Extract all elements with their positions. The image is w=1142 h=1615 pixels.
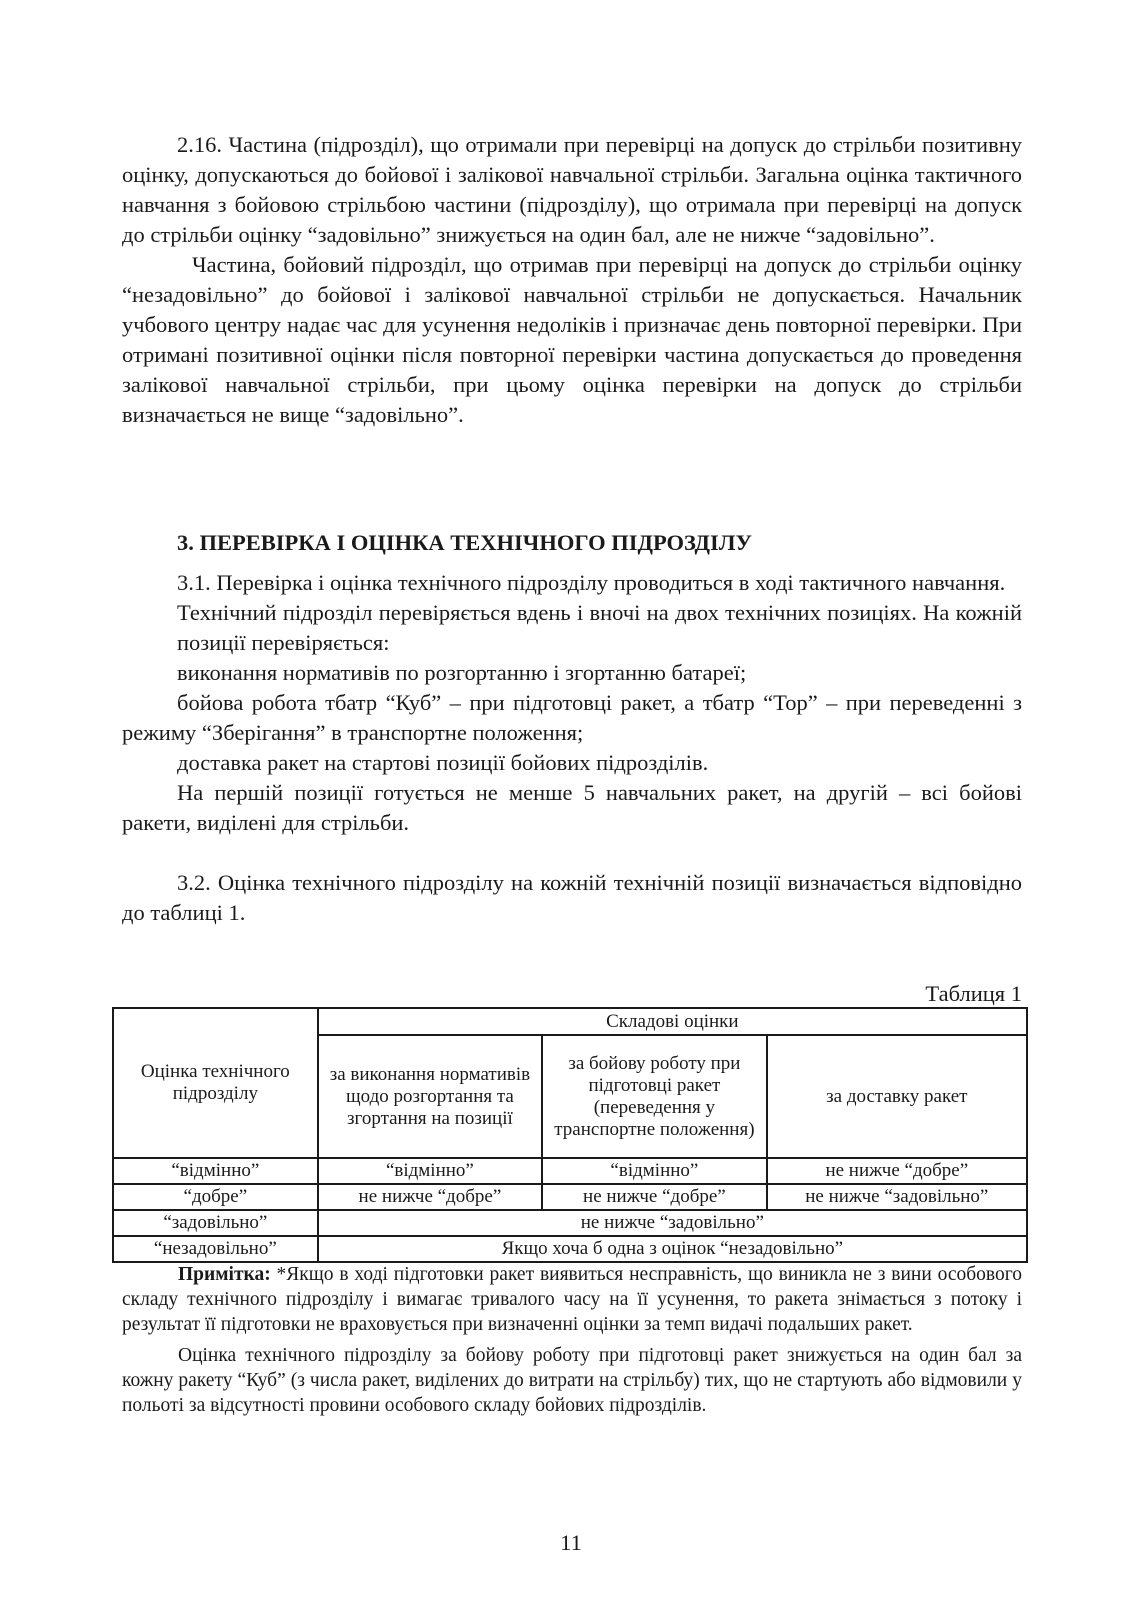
note-label: Примітка: <box>178 1264 271 1285</box>
assessment-table <box>112 1007 1028 1263</box>
table-subheader-delivery: за доставку ракет <box>767 1035 1027 1158</box>
table-cell-grade: “незадовільно” <box>113 1236 318 1262</box>
list-item-combat-work: бойова робота тбатр “Куб” – при підготовці ракет, а тбатр “Тор” – при переведенні з режиму “Зберігання” в транспортне положення; <box>122 690 1022 745</box>
table-cell: “відмінно” <box>318 1158 542 1184</box>
paragraph-3-2: 3.2. Оцінка технічного підрозділу на кожній технічній позиції визначається відповідно до таблиці 1. <box>122 870 1022 925</box>
table-row <box>113 1184 1027 1210</box>
table-subheader-norms: за виконання нормативів щодо розгортання та згортання на позиції <box>318 1035 542 1158</box>
table-note <box>122 1262 1022 1418</box>
table-cell-grade: “відмінно” <box>113 1158 318 1184</box>
table-cell: не нижче “добре” <box>542 1184 767 1210</box>
table-row <box>113 1158 1027 1184</box>
table-subheader-combat-work: за бойову роботу при підготовці ракет (переведення у транспортне положення) <box>542 1035 767 1158</box>
table-cell-merged: не нижче “задовільно” <box>318 1210 1027 1236</box>
paragraph-missile-count: На першій позиції готується не менше 5 навчальних ракет, на другій – всі бойові ракети, виділені для стрільби. <box>122 780 1022 835</box>
note-paragraph <box>122 1262 1022 1337</box>
table-header-grade: Оцінка технічного підрозділу <box>113 1008 318 1158</box>
note-text: *Якщо в ході підготовки ракет виявиться несправність, що виникла не з вини особового складу технічного підрозділу і вимагає тривалого часу на її усунення, то ракета знімається з потоку і результат її підготовки не враховується при визначенні оцінки за темп видачі подальших ракет. <box>122 1264 1022 1335</box>
table-cell: “відмінно” <box>542 1158 767 1184</box>
table-cell-grade: “добре” <box>113 1184 318 1210</box>
table-cell-grade: “задовільно” <box>113 1210 318 1236</box>
table-cell: не нижче “добре” <box>767 1158 1027 1184</box>
table-cell-merged: Якщо хоча б одна з оцінок “незадовільно” <box>318 1236 1027 1262</box>
section-3-heading: 3. ПЕРЕВІРКА І ОЦІНКА ТЕХНІЧНОГО ПІДРОЗДІЛУ <box>177 530 753 555</box>
table-cell: не нижче “добре” <box>318 1184 542 1210</box>
page-number: 11 <box>560 1530 582 1555</box>
section-2-16 <box>122 130 1022 430</box>
section-3-body <box>122 568 1022 928</box>
table-row <box>113 1210 1027 1236</box>
paragraph-2-16: 2.16. Частина (підрозділ), що отримали при перевірці на допуск до стрільби позитивну оцінку, допускаються до бойової і залікової навчальної стрільби. Загальна оцінка тактичного навчання з бойовою стрільбою частини (підрозділу), що отримала при перевірці на допуск до стрільби оцінку “задовільно” знижується на один бал, але не нижче “задовільно”. <box>122 132 1022 247</box>
paragraph-3-1: 3.1. Перевірка і оцінка технічного підрозділу проводиться в ході тактичного навчання. <box>177 570 1006 595</box>
paragraph-tech-unit-checked: Технічний підрозділ перевіряється вдень і вночі на двох технічних позиціях. На кожній позиції перевіряється: <box>177 600 1022 655</box>
table-header-components: Складові оцінки <box>318 1008 1027 1035</box>
table-caption: Таблиця 1 <box>925 981 1022 1006</box>
table-row <box>113 1236 1027 1262</box>
list-item-deploy-norms: виконання нормативів по розгортанню і згортанню батареї; <box>177 660 747 685</box>
table-cell: не нижче “задовільно” <box>767 1184 1027 1210</box>
note-paragraph-2: Оцінка технічного підрозділу за бойову роботу при підготовці ракет знижується на один бал за кожну ракету “Куб” (з числа ракет, виділених до витрати на стрільбу) тих, що не стартують або відмовили у польоті за відсутності провини особового складу бойових підрозділів. <box>122 1345 1022 1416</box>
list-item-missile-delivery: доставка ракет на стартові позиції бойових підрозділів. <box>177 750 709 775</box>
paragraph-2-16-continued: Частина, бойовий підрозділ, що отримав при перевірці на допуск до стрільби оцінку “незадовільно” до бойової і залікової навчальної стрільби не допускається. Начальник учбового центру надає час для усунення недоліків і призначає день повторної перевірки. При отримані позитивної оцінки після повторної перевірки частина допускається до проведення залікової навчальної стрільби, при цьому оцінка перевірки на допуск до стрільби визначається не вище “задовільно”. <box>122 252 1022 427</box>
